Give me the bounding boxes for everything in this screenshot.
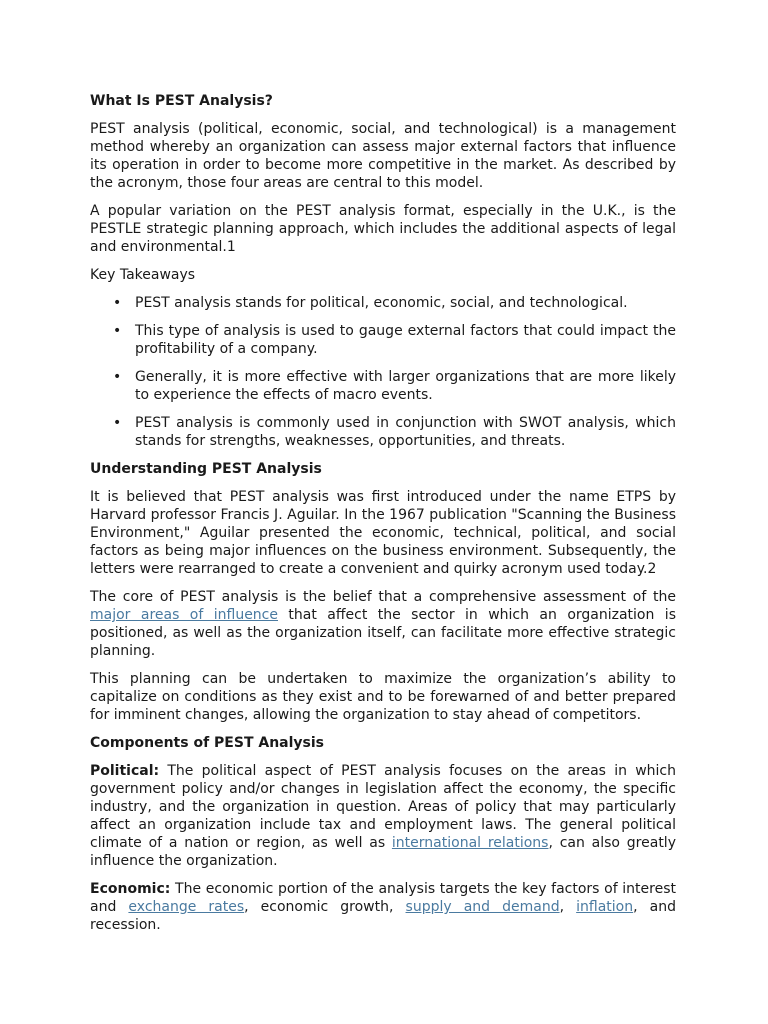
paragraph-pest-history: It is believed that PEST analysis was first introduced under the name ETPS by Harvard professor Francis J. Aguilar. In the 1967 publication "Scanning the Business Environment," Aguilar presented the economic, technical, political, and social factors as being major influences on the business environment. Subsequently, the letters were rearranged to create a convenient and quirky acronym used today.2	[90, 489, 676, 577]
takeaway-item: • This type of analysis is used to gauge external factors that could impact the profitability of a company.	[135, 322, 676, 358]
takeaway-item: • Generally, it is more effective with larger organizations that are more likely to experience the effects of macro events.	[135, 368, 676, 404]
paragraph-political	[90, 762, 676, 870]
text-span: that affect the sector in which an organization is positioned, as well as the organization itself, can facilitate more effective strategic planning.	[90, 607, 676, 659]
text-span: The core of PEST analysis is the belief that a comprehensive assessment of the	[90, 589, 676, 605]
key-takeaways-list	[90, 294, 676, 450]
key-takeaways-label: Key Takeaways	[90, 267, 196, 283]
link-inflation[interactable]: inflation	[576, 899, 634, 915]
text-span: , economic growth,	[244, 899, 406, 915]
link-major-areas-of-influence[interactable]: major areas of influence	[90, 607, 278, 623]
takeaway-item: • PEST analysis is commonly used in conjunction with SWOT analysis, which stands for strengths, weaknesses, opportunities, and threats.	[135, 414, 676, 450]
paragraph-pestle-variation: A popular variation on the PEST analysis format, especially in the U.K., is the PESTLE strategic planning approach, which includes the additional aspects of legal and environmental.1	[90, 203, 676, 255]
text-span: , and recession.	[90, 899, 676, 933]
paragraph-pest-planning: This planning can be undertaken to maximize the organization’s ability to capitalize on conditions as they exist and to be forewarned of and better prepared for imminent changes, allowing the organization to stay ahead of competitors.	[90, 671, 676, 723]
text-span: The political aspect of PEST analysis focuses on the areas in which government policy and/or changes in legislation affect the economy, the specific industry, and the organization in question. Areas of policy that may particularly affect an organization include tax and employment laws. The general political climate of a nation or region, as well as	[90, 763, 676, 851]
paragraph-economic	[90, 880, 676, 934]
text-span: The economic portion of the analysis targets the key factors of interest and	[90, 881, 676, 915]
paragraph-pest-definition: PEST analysis (political, economic, social, and technological) is a management method whereby an organization can assess major external factors that influence its operation in order to become more competitive in the market. As described by the acronym, those four areas are central to this model.	[90, 121, 676, 191]
heading-understanding-pest: Understanding PEST Analysis	[90, 461, 322, 477]
paragraph-pest-core	[90, 588, 676, 660]
link-exchange-rates[interactable]: exchange rates	[128, 899, 245, 915]
heading-what-is-pest: What Is PEST Analysis?	[90, 93, 273, 109]
text-span: , can also greatly influence the organization.	[90, 835, 676, 869]
link-supply-and-demand[interactable]: supply and demand	[405, 899, 560, 915]
economic-label: Economic:	[90, 881, 171, 897]
text-span: ,	[559, 899, 577, 915]
heading-components-pest: Components of PEST Analysis	[90, 735, 325, 751]
link-international-relations[interactable]: international relations	[391, 835, 549, 851]
political-label: Political:	[90, 763, 160, 779]
article-body	[90, 92, 676, 944]
takeaway-item: • PEST analysis stands for political, economic, social, and technological.	[135, 294, 676, 312]
